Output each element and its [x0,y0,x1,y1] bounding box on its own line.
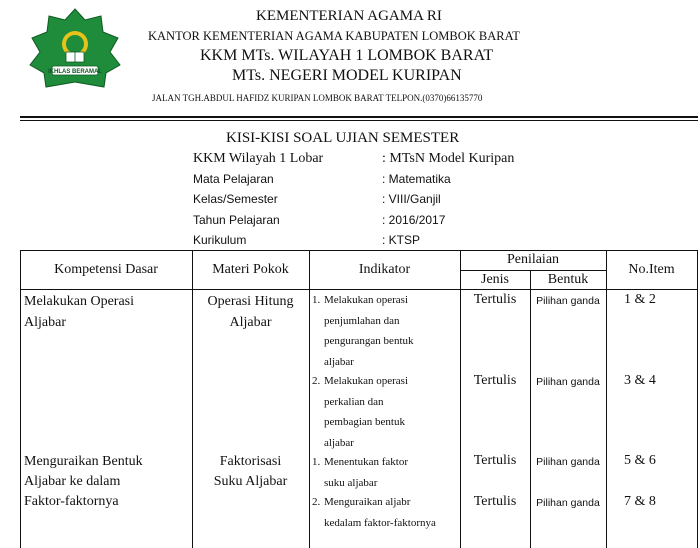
indikator-text: Menentukan faktor [324,456,408,468]
th-no-item: No.Item [628,262,675,277]
indikator-text: penjumlahan dan [324,314,400,327]
bentuk-value: Pilihan ganda [536,376,600,388]
kd-line: Menguraikan Bentuk [24,454,143,469]
indikator-1-2 [312,371,408,453]
materi-line: Aljabar [229,315,272,330]
materi-line: Suku Aljabar [213,474,288,489]
col-left-border [20,250,21,548]
header-office: KANTOR KEMENTERIAN AGAMA KABUPATEN LOMBOK BARAT [148,29,520,43]
indikator-text: pembagian bentuk [324,416,405,428]
indikator-text: perkalian dan [324,395,384,408]
info-year-value: : 2016/2017 [382,213,446,227]
indikator-text: Melakukan operasi [324,294,408,306]
ministry-emblem-logo [22,8,128,88]
item-number: 5 & 6 [624,453,656,468]
jenis-value: Tertulis [473,494,517,509]
th-indikator: Indikator [358,262,411,277]
materi-line: Faktorisasi [219,454,282,469]
materi-faktorisasi [192,452,309,492]
indikator-number: 2. [312,375,321,387]
kd-line: Aljabar [24,315,66,330]
info-curriculum-label: Kurikulum [193,233,247,247]
indikator-number: 1. [312,294,321,306]
info-curriculum-value: : KTSP [382,233,421,247]
indikator-number: 2. [312,496,321,508]
item-number: 1 & 2 [624,292,656,307]
bentuk-value: Pilihan ganda [536,456,600,468]
bentuk-value: Pilihan ganda [536,295,600,307]
info-class-value: : VIII/Ganjil [382,192,441,206]
th-jenis: Jenis [481,272,509,287]
info-class-label: Kelas/Semester [193,192,278,206]
info-subject-label: Mata Pelajaran [193,172,274,186]
indikator-text: aljabar [324,436,354,449]
kd-line: Faktor-faktornya [24,494,119,509]
col-right-border [697,250,698,548]
col-divider-materi [309,250,310,548]
indikator-text: Melakukan operasi [324,375,408,387]
kd-menguraikan-bentuk [24,452,143,512]
th-bentuk: Bentuk [547,272,589,287]
jenis-value: Tertulis [473,292,517,307]
info-kkm-label: KKM Wilayah 1 Lobar [193,151,324,166]
jenis-value: Tertulis [473,373,517,388]
indikator-2-2 [312,492,436,533]
header-address: JALAN TGH.ABDUL HAFIDZ KURIPAN LOMBOK BARAT TELPON.(0370)66135770 [152,93,483,103]
item-number: 3 & 4 [624,373,656,388]
item-number: 7 & 8 [624,494,656,509]
kd-line: Aljabar ke dalam [24,474,121,489]
indikator-text: suku aljabar [324,476,378,489]
info-year-label: Tahun Pelajaran [193,213,280,227]
header-school: MTs. NEGERI MODEL KURIPAN [232,67,462,84]
th-materi-pokok: Materi Pokok [212,262,289,277]
header-ministry: KEMENTERIAN AGAMA RI [256,8,442,24]
kd-operasi-aljabar [24,291,134,333]
info-kkm-value: : MTsN Model Kuripan [382,151,515,166]
header-divider-thick [20,116,698,118]
materi-line: Operasi Hitung [207,294,294,309]
indikator-2-1 [312,452,408,493]
kd-line: Melakukan Operasi [24,294,135,309]
logo-motto: IKHLAS BERAMAL [48,69,102,75]
th-kompetensi-dasar: Kompetensi Dasar [54,262,158,277]
indikator-1-1 [312,290,414,372]
indikator-text: Menguraikan aljabr [324,496,411,508]
doc-title: KISI-KISI SOAL UJIAN SEMESTER [226,130,460,146]
jenis-value: Tertulis [473,453,517,468]
indikator-number: 1. [312,456,321,468]
indikator-text: kedalam faktor-faktornya [324,516,436,529]
indikator-text: aljabar [324,355,354,368]
info-subject-value: : Matematika [382,172,451,186]
th-penilaian: Penilaian [506,252,560,267]
indikator-text: pengurangan bentuk [324,335,414,347]
materi-operasi-hitung [192,291,309,333]
header-kkm: KKM MTs. WILAYAH 1 LOMBOK BARAT [200,47,494,64]
header-divider-thin [20,120,698,121]
bentuk-value: Pilihan ganda [536,497,600,509]
